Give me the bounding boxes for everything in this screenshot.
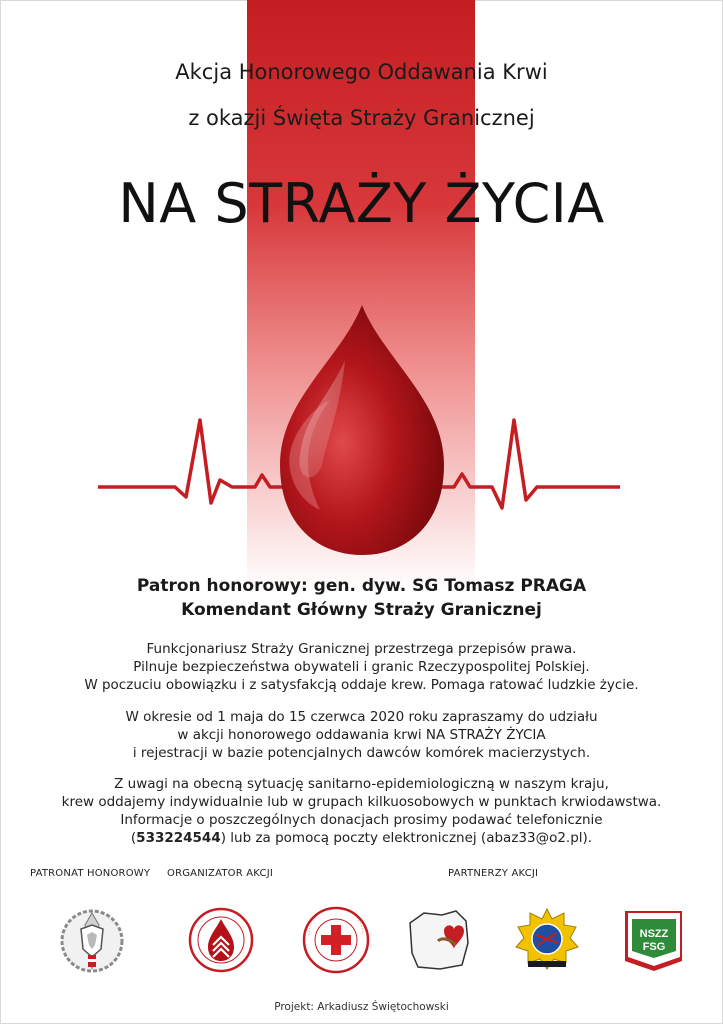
paragraph-3-line: Informacje o poszczególnych donacjach prosimy podawać telefonicznie — [120, 812, 603, 828]
paragraph-3-line: krew oddajemy indywidualnie lub w grupach kilkuosobowych w punktach krwiodawstwa. — [61, 794, 662, 810]
header-line-1: Akcja Honorowego Oddawania Krwi — [175, 60, 548, 84]
polish-red-cross-logo-icon — [301, 905, 371, 975]
nszz-fsg-logo-icon — [620, 905, 690, 975]
honorowy-dawca-krwi-logo-icon — [404, 905, 474, 975]
paragraph-3-line: Z uwagi na obecną sytuację sanitarno-epidemiologiczną w naszym kraju, — [114, 776, 609, 792]
poster-title: NA STRAŻY ŻYCIA — [118, 172, 605, 235]
section-label-partnerzy: PARTNERZY AKCJI — [448, 868, 539, 879]
paragraph-2-line: w akcji honorowego oddawania krwi NA STRAŻY ŻYCIA — [177, 727, 546, 743]
paren-open: ( — [130, 830, 137, 846]
fsg-text: FSG — [642, 941, 666, 953]
paragraph-2-line: W okresie od 1 maja do 15 czerwca 2020 roku zapraszamy do udziału — [125, 709, 598, 725]
border-guard-emblem-icon — [57, 905, 127, 975]
phone-number: 533224544 — [136, 830, 221, 846]
header-line-2: z okazji Święta Straży Granicznej — [188, 106, 535, 130]
blood-drop-icon — [280, 305, 444, 555]
paragraph-3-line-contact — [0, 829, 723, 847]
footer-credit: Projekt: Arkadiusz Świętochowski — [274, 1001, 449, 1013]
paragraph-1-line: Pilnuje bezpieczeństwa obywateli i granic Rzeczypospolitej Polskiej. — [133, 659, 590, 675]
nszz-text: NSZZ — [639, 928, 669, 940]
paragraph-3 — [0, 775, 723, 847]
association-badge-logo-icon — [512, 905, 582, 975]
contact-suffix: ) lub za pomocą poczty elektronicznej (abaz33@o2.pl). — [220, 830, 593, 846]
section-label-organizator: ORGANIZATOR AKCJI — [167, 868, 273, 879]
section-label-patronat: PATRONAT HONOROWY — [30, 868, 151, 879]
paragraph-2 — [0, 708, 723, 762]
paragraph-1-line: W poczuciu obowiązku i z satysfakcją oddaje krew. Pomaga ratować ludzkie życie. — [84, 677, 639, 693]
organizer-blood-drop-logo-icon — [186, 905, 256, 975]
paragraph-1-line: Funkcjonariusz Straży Granicznej przestrzega przepisów prawa. — [146, 641, 577, 657]
patron-line-2: Komendant Główny Straży Granicznej — [181, 600, 542, 620]
paragraph-1 — [0, 640, 723, 694]
paragraph-2-line: i rejestracji w bazie potencjalnych dawców komórek macierzystych. — [132, 745, 591, 761]
patron-line-1: Patron honorowy: gen. dyw. SG Tomasz PRAGA — [136, 576, 587, 596]
blood-drop-heartbeat-illustration — [0, 290, 723, 580]
